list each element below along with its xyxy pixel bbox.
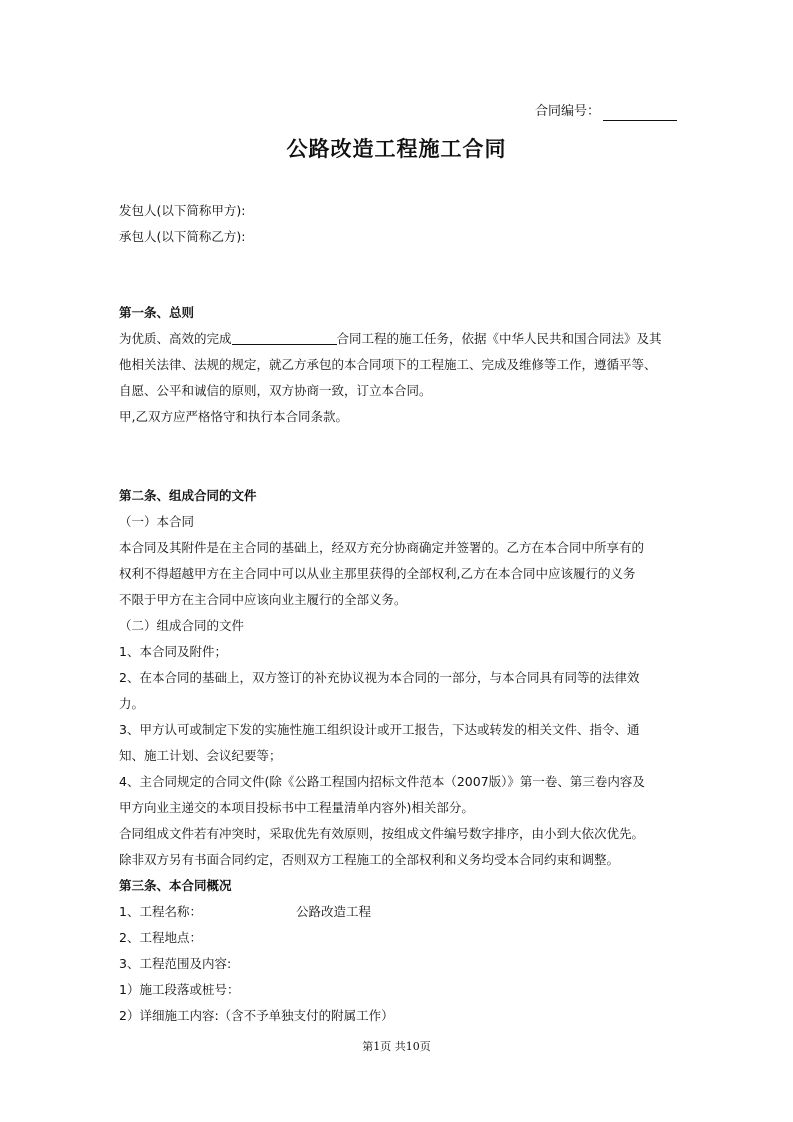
article2-conflict-2: 除非双方另有书面合同约定，否则双方工程施工的全部权利和义务均受本合同约束和调整。 xyxy=(119,852,620,867)
project-name-line xyxy=(119,903,371,921)
employer-line: 发包人(以下简称甲方): xyxy=(119,203,246,218)
article2-item-4b: 甲方向业主递交的本项目投标书中工程量清单内容外)相关部分。 xyxy=(119,800,474,815)
article2-item-1: 1、本合同及附件； xyxy=(119,644,227,659)
article2-item-3b: 知、施工计划、会议纪要等； xyxy=(119,748,282,763)
article1-line-4: 甲,乙双方应严格恪守和执行本合同条款。 xyxy=(119,409,348,424)
page-footer: 第1页 共10页 xyxy=(362,1040,431,1053)
article2-line-2: 权利不得超越甲方在主合同中可以从业主那里获得的全部权利,乙方在本合同中应该履行的义务 xyxy=(119,566,636,581)
article1-line-1-start: 为优质、高效的完成 xyxy=(119,331,232,346)
article2-item-2a: 2、在本合同的基础上，双方签订的补充协议视为本合同的一部分，与本合同具有同等的法律效 xyxy=(119,670,640,685)
article3-heading: 第三条、本合同概况 xyxy=(119,878,232,893)
article1-line-2: 他相关法律、法规的规定，就乙方承包的本合同项下的工程施工、完成及维修等工作，遵循平等、 xyxy=(119,357,657,372)
scope-item-2: 2）详细施工内容:（含不予单独支付的附属工作） xyxy=(119,1008,394,1023)
project-location-line: 2、工程地点： xyxy=(119,930,202,945)
article2-line-1: 本合同及其附件是在主合同的基础上，经双方充分协商确定并签署的。乙方在本合同中所享有的 xyxy=(119,540,645,555)
page-title: 公路改造工程施工合同 xyxy=(286,136,507,161)
contract-number-label: 合同编号： xyxy=(535,104,601,119)
article1-heading: 第一条、总则 xyxy=(119,305,195,320)
contractor-line: 承包人(以下简称乙方): xyxy=(119,229,246,244)
article2-heading: 第二条、组成合同的文件 xyxy=(119,488,257,503)
article2-item-4a: 4、主合同规定的合同文件(除《公路工程国内招标文件范本（2007版）》第一卷、第三卷内容及 xyxy=(119,774,645,789)
contract-number xyxy=(535,103,677,121)
scope-item-1: 1）施工段落或桩号： xyxy=(119,982,240,997)
article2-sub1: （一）本合同 xyxy=(119,514,195,529)
project-name-value: 公路改造工程 xyxy=(295,904,371,919)
article2-conflict-1: 合同组成文件若有冲突时，采取优先有效原则，按组成文件编号数字排序，由小到大依次优先。 xyxy=(119,826,645,841)
project-name-blank xyxy=(232,331,337,345)
article2-sub2: （二）组成合同的文件 xyxy=(119,618,245,633)
article2-item-2b: 力。 xyxy=(119,696,145,711)
article1-line-1 xyxy=(119,330,662,348)
project-scope-line: 3、工程范围及内容: xyxy=(119,956,232,971)
contract-number-blank xyxy=(603,106,677,121)
article2-line-3: 不限于甲方在主合同中应该向业主履行的全部义务。 xyxy=(119,592,407,607)
article1-line-3: 自愿、公平和诚信的原则，双方协商一致，订立本合同。 xyxy=(119,383,432,398)
article1-line-1-end: 合同工程的施工任务，依据《中华人民共和国合同法》及其 xyxy=(336,331,662,346)
article2-item-3a: 3、甲方认可或制定下发的实施性施工组织设计或开工报告，下达或转发的相关文件、指令、通 xyxy=(119,722,640,737)
project-name-label: 1、工程名称： xyxy=(119,904,202,919)
